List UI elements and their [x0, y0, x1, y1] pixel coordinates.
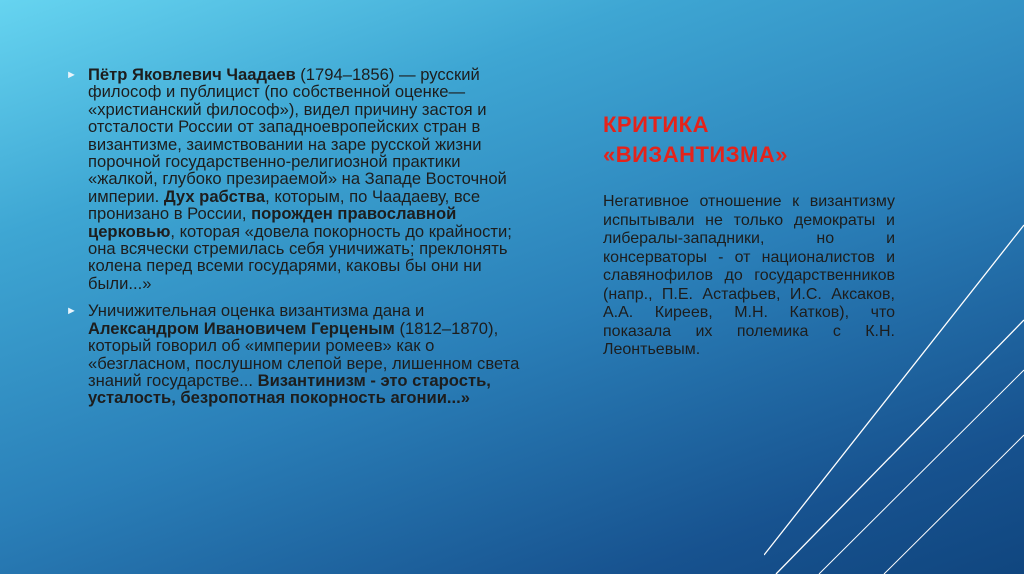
left-text-column — [66, 66, 526, 417]
title-line: КРИТИКА — [603, 112, 709, 137]
bullet-text — [88, 65, 512, 293]
bullet-herzen — [66, 302, 526, 406]
bullet-chaadaev — [66, 66, 526, 292]
bold-segment: Пётр Яковлевич Чаадаев — [88, 65, 296, 84]
bold-segment: Дух рабства — [163, 186, 266, 206]
bold-segment: Византинизм - это старость, усталость, безропотная покорность агонии...» — [88, 370, 491, 408]
bullet-arrow-icon: ► — [66, 69, 77, 81]
text-segment: (1812–1870), который говорил об «империи ромеев» как о «безгласном, послушном слепой вере, лишенном света знаний государстве... — [88, 318, 520, 390]
decorative-lines — [764, 0, 1024, 574]
decor-line — [764, 225, 1024, 555]
right-paragraph: Негативное отношение к византизму испытывали не только демократы и либералы-западники, но и консерваторы - от националистов и славянофилов до государственников (напр., П.Е. Астафьев, И.С. Аксаков, А.А. Киреев, М.Н. Катков), что показала их полемика с К.Н. Леонтьевым. — [603, 193, 895, 358]
bold-segment: Александром Ивановичем Герценым — [88, 318, 395, 338]
bullet-arrow-icon: ► — [66, 305, 77, 318]
bold-segment: порожден православной церковью — [88, 204, 457, 241]
text-segment: , которая «довела покорность до крайности; она всячески стремилась себя уничижать; преклонять колена перед всеми государями, каковы бы они ни были...» — [88, 221, 512, 293]
text-segment: (1794–1856) — русский философ и публицист (по собственной оценке— «христианский философ»), видел причину застоя и отсталости России от западноевропейских стран в византизме, заимствовании на заре русской жизни порочной государственно-религиозной практики «жалкой, глубоко презираемой» на Западе Восточной империи. — [88, 65, 507, 206]
text-segment: , которым, по Чаадаеву, все пронизано в России, — [88, 186, 481, 224]
decor-line — [884, 435, 1024, 574]
decor-line — [819, 370, 1024, 574]
decor-line — [776, 320, 1024, 574]
text-segment: Уничижительная оценка византизма дана и — [88, 301, 425, 321]
title-line: «ВИЗАНТИЗМА» — [603, 142, 788, 167]
bullet-text — [88, 301, 519, 407]
